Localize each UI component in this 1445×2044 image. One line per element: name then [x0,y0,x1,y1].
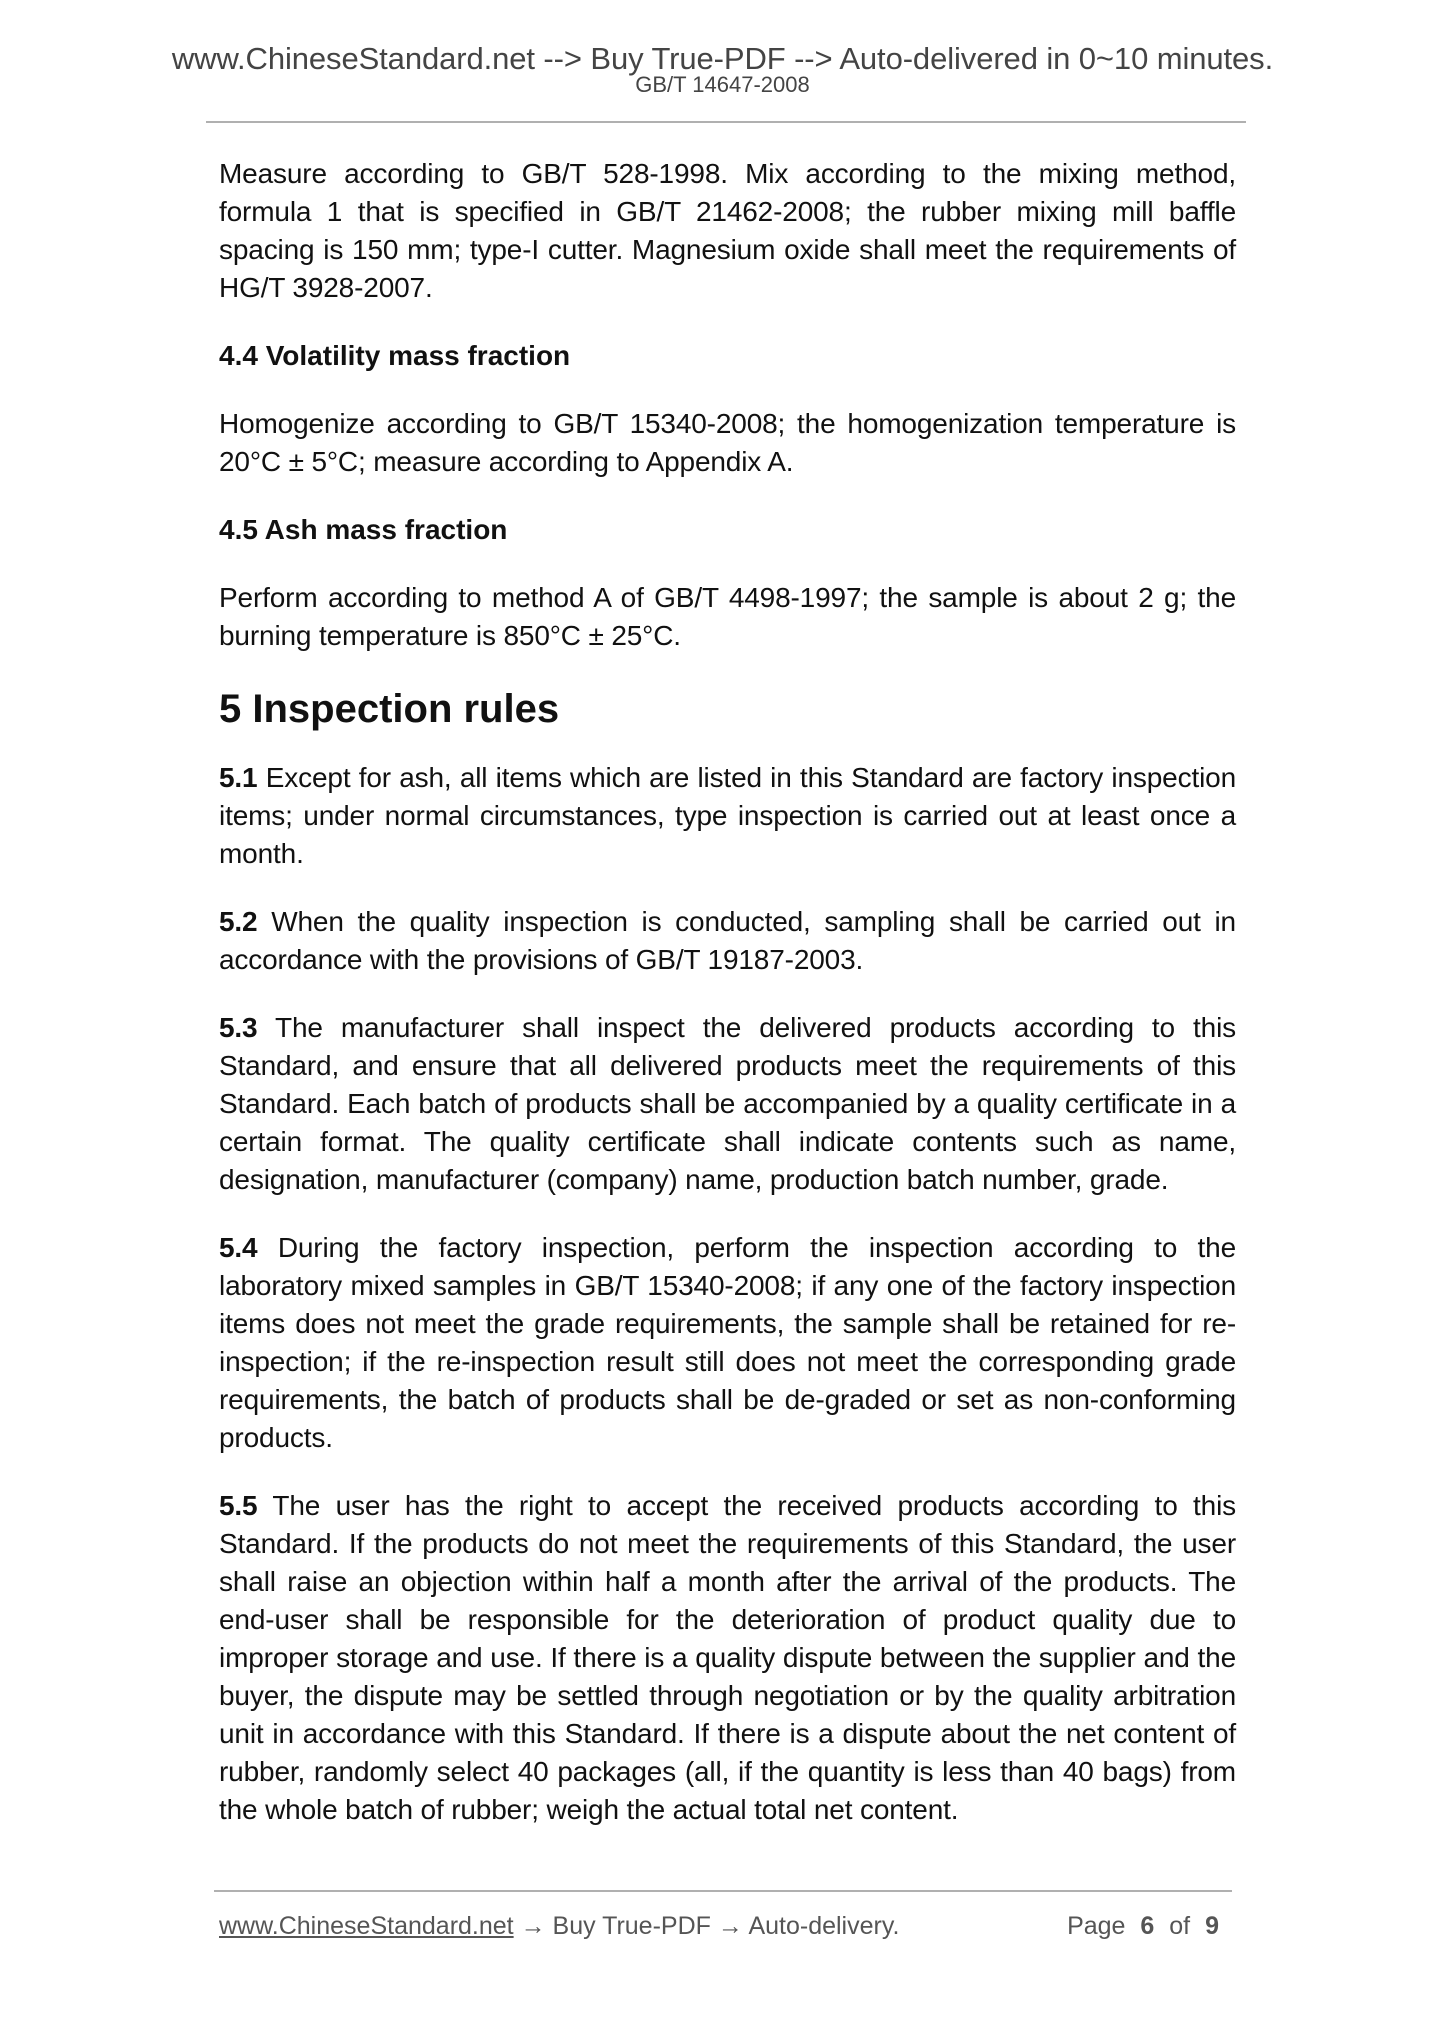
clause-5-5 [219,1487,1236,1829]
clause-number: 5.1 [219,762,258,793]
clause-5-3 [219,1009,1236,1199]
clause-5-2 [219,903,1236,979]
section-heading-4-4: 4.4 Volatility mass fraction [219,340,571,371]
clause-text: The user has the right to accept the received products according to this Standard. If the products do not meet the requirements of this Standard, the user shall raise an objection within half a month after the arrival of the products. The end-user shall be responsible for the deterioration of product quality due to improper storage and use. If there is a quality dispute between the supplier and the buyer, the dispute may be settled through negotiation or by the quality arbitration unit in accordance with this Standard. If there is a dispute about the net content of rubber, randomly select 40 packages (all, if the quantity is less than 40 bags) from the whole batch of rubber; weigh the actual total net content. [219,1490,1237,1825]
footer-divider [214,1890,1232,1892]
standard-code: GB/T 14647-2008 [635,72,810,97]
page-current: 6 [1140,1912,1155,1940]
section-text-4-4: Homogenize according to GB/T 15340-2008; the homogenization temperature is 20°C ± 5°C; measure according to Appendix A. [219,408,1236,477]
clause-number: 5.3 [219,1012,258,1043]
clause-text: The manufacturer shall inspect the delivered products according to this Standard, and ensure that all delivered products meet the requirements of this Standard. Each batch of products shall be accompanied by a quality certificate in a certain format. The quality certificate shall indicate contents such as name, designation, manufacturer (company) name, production batch number, grade. [219,1012,1236,1195]
clause-number: 5.5 [219,1490,258,1521]
arrow-right-icon: → [520,1912,546,1940]
page-label: Page [1067,1912,1126,1940]
header-banner: www.ChineseStandard.net --> Buy True-PDF --> Auto-delivered in 0~10 minutes. [171,41,1274,76]
delivery-text: Auto-delivery. [748,1912,900,1940]
clause-number: 5.4 [219,1232,258,1263]
buy-text: Buy True-PDF [552,1912,711,1940]
clause-5-4 [219,1229,1236,1457]
page-footer [219,1910,1219,1942]
page-content [219,155,1236,1859]
page-indicator [1067,1910,1219,1942]
section-text-4-5: Perform according to method A of GB/T 4498-1997; the sample is about 2 g; the burning temperature is 850°C ± 25°C. [219,582,1236,651]
arrow-right-icon: → [717,1912,743,1940]
section-heading-4-5: 4.5 Ash mass fraction [219,514,508,545]
intro-paragraph: Measure according to GB/T 528-1998. Mix according to the mixing method, formula 1 that is specified in GB/T 21462-2008; the rubber mixing mill baffle spacing is 150 mm; type-I cutter. Magnesium oxide shall meet the requirements of HG/T 3928-2007. [219,158,1236,303]
clause-text: During the factory inspection, perform the inspection according to the laboratory mixed samples in GB/T 15340-2008; if any one of the factory inspection items does not meet the grade requirements, the sample shall be retained for re-inspection; if the re-inspection result still does not meet the corresponding grade requirements, the batch of products shall be de-graded or set as non-conforming products. [219,1232,1236,1453]
clause-5-1 [219,759,1236,873]
page-total: 9 [1205,1912,1219,1940]
clause-text: Except for ash, all items which are listed in this Standard are factory inspection items; under normal circumstances, type inspection is carried out at least once a month. [219,762,1236,869]
clause-number: 5.2 [219,906,258,937]
header-divider [206,121,1246,123]
site-link[interactable]: www.ChineseStandard.net [219,1912,514,1940]
page-of: of [1169,1912,1191,1940]
chapter-title: 5 Inspection rules [219,687,560,731]
footer-promo [219,1912,899,1940]
clause-text: When the quality inspection is conducted, sampling shall be carried out in accordance with the provisions of GB/T 19187-2003. [219,906,1236,975]
